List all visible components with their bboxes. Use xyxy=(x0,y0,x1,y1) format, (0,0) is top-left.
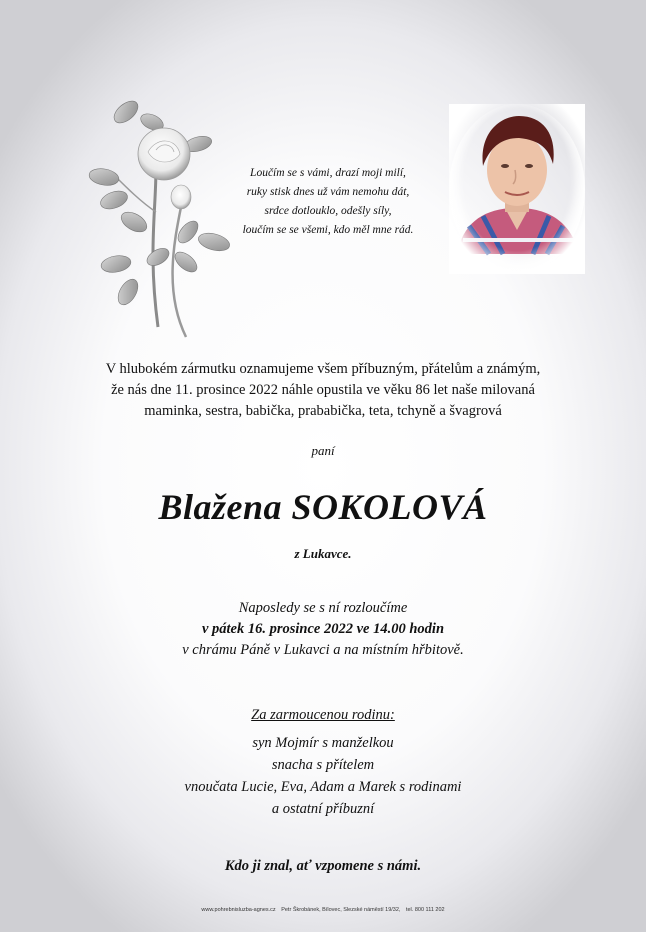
salutation: paní xyxy=(311,443,335,458)
poem-line: Loučím se s vámi, drazí moji milí, xyxy=(250,167,406,179)
poem-line: srdce dotlouklo, odešly síly, xyxy=(264,205,392,217)
announcement-line: V hlubokém zármutku oznamujeme všem příbuzným, přátelům a známým, xyxy=(105,361,541,377)
footer-phone: tel. 800 111 202 xyxy=(405,907,445,913)
announcement-text xyxy=(60,359,586,422)
farewell-info xyxy=(0,598,646,661)
farewell-place: v chrámu Páně v Lukavci a na místním hřbitově. xyxy=(182,642,464,658)
white-rose-icon xyxy=(86,92,236,347)
poem-line: ruky stisk dnes už vám nemohu dát, xyxy=(246,186,410,198)
footer-company: Petr Škrobánek, Bílovec, Slezské náměstí 19/32, xyxy=(281,907,401,913)
announcement-line: maminka, sestra, babička, prababička, teta, tchyně a švagrová xyxy=(144,403,502,419)
family-member: syn Mojmír s manželkou xyxy=(252,735,394,751)
farewell-line: Naposledy se s ní rozloučíme xyxy=(238,600,408,616)
footer-website: www.pohrebnisluzba-agnes.cz xyxy=(201,907,276,913)
poem xyxy=(222,164,434,240)
portrait-photo xyxy=(449,104,585,274)
family-member: vnoučata Lucie, Eva, Adam a Marek s rodinami xyxy=(184,779,462,795)
family-section xyxy=(0,704,646,820)
family-member: a ostatní příbuzní xyxy=(271,801,375,817)
family-heading: Za zarmoucenou rodinu: xyxy=(251,707,395,723)
announcement-line: že nás dne 11. prosince 2022 náhle opustila ve věku 86 let naše milovaná xyxy=(111,382,535,398)
poem-line: loučím se se všemi, kdo měl mne rád. xyxy=(242,224,414,236)
farewell-date: v pátek 16. prosince 2022 ve 14.00 hodin xyxy=(201,621,445,637)
deceased-name: Blažena SOKOLOVÁ xyxy=(158,487,488,527)
closing-line: Kdo ji znal, ať vzpomene s námi. xyxy=(224,858,422,874)
family-member: snacha s přítelem xyxy=(271,757,375,773)
footer xyxy=(0,907,646,913)
deceased-origin: z Lukavce. xyxy=(294,546,352,561)
